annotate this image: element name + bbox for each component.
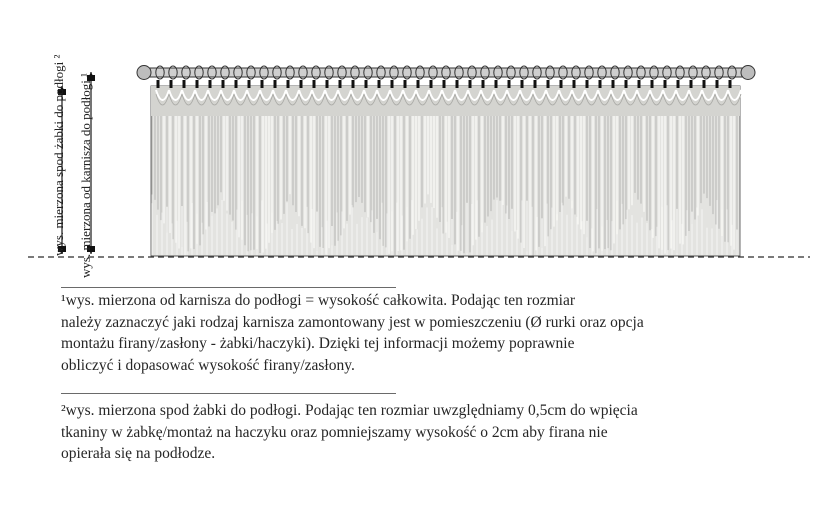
footnote-1-line-4: obliczyć i dopasować wysokość firany/zasłony. [61,356,355,374]
footnote-1-line-1: ¹wys. mierzona od karnisza do podłogi = wysokość całkowita. Podając ten rozmiar [61,292,575,309]
footnote-divider-1 [61,287,396,288]
rod-finial-left [137,66,151,80]
footnote-2-line-1: ²wys. mierzona spod żabki do podłogi. Podając ten rozmiar uwzględniamy 0,5cm do wpięcia [61,402,638,419]
height-label-2: wys. mierzona spod żabki do podłogi ² [51,54,66,256]
rod-finial-right [741,66,755,80]
footnote-2-line-3: opierała się na podłodze. [61,445,216,462]
footnote-2-line-2: tkaniny w żabkę/montaż na haczyku oraz pomniejszamy wysokość o 2cm aby firana nie [61,423,608,441]
footnote-2 [61,400,638,465]
footnote-1-line-3: montażu firany/zasłony - żabki/haczyki). Dzięki tej informacji możemy poprawnie [61,335,575,352]
curtain [151,86,741,256]
footnote-divider-2 [61,393,396,394]
curtain-rod [137,66,755,89]
footnote-1-line-2: należy zaznaczyć jaki rodzaj karnisza zamontowany jest w pomieszczeniu (Ø rurki oraz opcja [61,313,644,331]
footnote-1 [61,290,644,376]
height-label-1: wys. mierzona od karnisza do podłogi ¹ [78,73,93,278]
